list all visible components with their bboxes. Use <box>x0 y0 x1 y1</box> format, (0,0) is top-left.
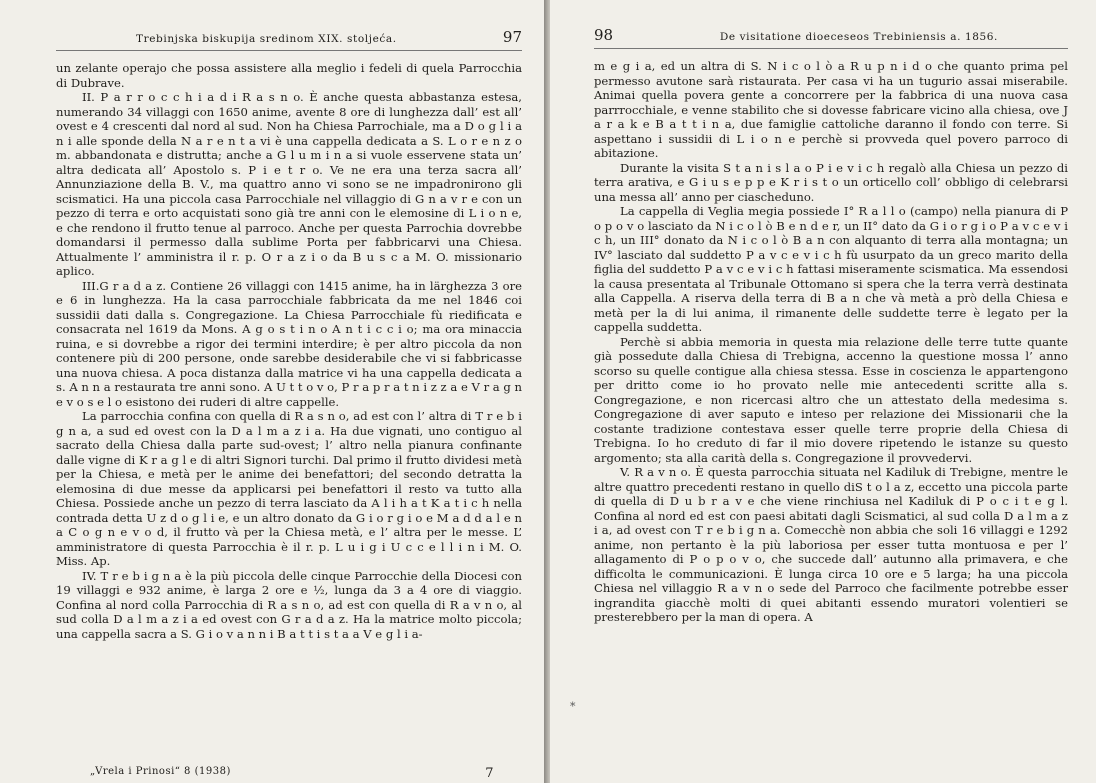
right-running-title: De visitatione dioeceseos Trebiniensis a. 1856. <box>719 31 998 43</box>
margin-mark: * <box>570 700 576 713</box>
paragraph: un zelante operajo che possa assistere alla meglio i fedeli di quela Parrocchia di Dubrave. <box>56 61 522 90</box>
right-page-body <box>594 59 1068 625</box>
right-running-head <box>594 26 1068 49</box>
left-page-body <box>56 61 522 641</box>
footer-sheet-number: 7 <box>485 766 494 781</box>
paragraph: IV. T r e b i g n a è la più piccola delle cinque Parrocchie della Diocesi con 19 villaggi e 932 anime, è larga 2 ore e ½, lunga da 3 a 4 ore di viaggio. Confina al nord colla Parrocchia di R a s n o, ad est con quella di R a v n o, al sud colla D a l m a z i a ed ovest con G r a d a z. Ha la matrice molto piccola; una cappella sacra a S. G i o v a n n i B a t t i s t a a V e g l i a- <box>56 568 522 641</box>
right-page-number: 98 <box>594 26 614 44</box>
paragraph: II. P a r r o c c h i a d i R a s n o. È anche questa abbastanza estesa, numerando 34 villaggi con 1650 anime, avente 8 ore di lunghezza dall’ est all’ ovest e 4 crescenti dal nord al sud. Non ha Chiesa Parrochiale, ma a D o g l i a n i alle sponde della N a r e n t a vi è una cappella dedicata a S. L o r e n z o m. abbandonata e distrutta; anche a G l u m i n a si vuole esservene stata un’ altra dedicata all’ Apostolo s. P i e t r o. Ve ne era una terza sacra all’ Annunziazione della B. V., ma quattro anno vi sono se ne impadronirono gli scismatici. Ha una piccola casa Parrocchiale nel villaggio di G n a v r e con un pezzo di terra e orto acquistati sono già tre anni con le elemosine di L i o n e, e che rendono il frutto tenue al parroco. Anche per questa Parrochia dovrebbe domandarsi il permesso dalla sublime Porta per fabbricarvi una Chiesa. Attualmente l’ amministra il r. p. O r a z i o da B u s c a M. O. missionario aplico. <box>56 90 522 278</box>
paragraph: Perchè si abbia memoria in questa mia relazione delle terre tutte quante già possedute dalla Chiesa di Trebigna, accenno la questione mossa l’ anno scorso su quelle contigue alla chiesa stessa. Esse in coscienza le appartengono per dritto come io ho provato nelle mie antecedenti scritte alla s. Congregazione, e non ricercasi altro che un attestato della medesima s. Congregazione di aver saputo e inteso per relazione dei Missionarii che la costante tradizione contestava esser quelle terre proprie della Chiesa di Trebigna. Io ho creduto di far il mio dovere ripetendo le istanze su questo argomento; sta alla carità della s. Congregazione il provvedervi. <box>594 334 1068 465</box>
footer-signature: „Vrela i Prinosi“ 8 (1938) <box>90 766 231 777</box>
paragraph: V. R a v n o. È questa parrocchia situata nel Kadiluk di Trebigne, mentre le altre quattro precedenti restano in quello diS t o l a z, eccetto una piccola parte di quella di D u b r a v e che viene rinchiusa nel Kadiluk di P o c i t e g l. Confina al nord ed est con paesi abitati dagli Scismatici, al sud colla D a l m a z i a, ad ovest con T r e b i g n a. Comecchè non abbia che soli 16 villaggi e 1292 anime, non pertanto è la più laboriosa per esser tutta montuosa e per l’ allagamento di P o p o v o, che succede dall’ autunno alla primavera, e che difficolta le communicazioni. È lunga circa 10 ore e 5 larga; ha una piccola Chiesa nel villaggio R a v n o sede del Parroco che facilmente potrebbe esser ingrandita giacchè molti di quei abitanti essendo muratori volentieri se presterebbero per la man di opera. A <box>594 465 1068 624</box>
paragraph: m e g i a, ed un altra di S. N i c o l ò a R u p n i d o che quanto prima pel permesso avutone sarà ristaurata. Per casa vi ha un tugurio assai miserabile. Animai quella povera gente a concorrere per la fabbrica di una nuova casa parrrocchiale, e venne stabilito che si dovesse fabricare vicino alla chiesa, ove J a r a k e B a t t i n a, due famiglie cattoliche daranno il fondo con terre. Si aspettano i sussidii di L i o n e perchè si provveda quel povero parroco di abitazione. <box>594 59 1068 160</box>
left-page <box>0 0 544 783</box>
left-running-title: Trebinjska biskupija sredinom XIX. stoljeća. <box>136 33 397 45</box>
left-running-head <box>56 28 522 51</box>
right-page <box>550 0 1096 783</box>
paragraph: La parrocchia confina con quella di R a s n o, ad est con l’ altra di T r e b i g n a, a sud ed ovest con la D a l m a z i a. Ha due vignati, uno contiguo al sacrato della Chiesa dalla parte sud-ovest; l’ altro nella pianura confinante dalle vigne di K r a g l e di altri Signori turchi. Dal primo il frutto dividesi metà per la Chiesa, e metà per le anime dei benefattori; del secondo detratta la elemosina di due messe da applicarsi pei benefattori il resto va tutto alla Chiesa. Possiede anche un pezzo di terra lasciato da A l i h a t K a t i c h nella contrada detta U z d o g l i e, e un altro donato da G i o r g i o e M a d d a l e n a C o g n e v o d, il frutto và per la Chiesa metà, e l’ altra per le messe. L’ amministratore di questa Parrocchia è il r. p. L u i g i U c c e l l i n i M. O. Miss. Ap. <box>56 409 522 568</box>
paragraph: La cappella di Veglia megia possiede I° R a l l o (campo) nella pianura di P o p o v o lasciato da N i c o l ò B e n d e r, un II° dato da G i o r g i o P a v c e v i c h, un III° donato da N i c o l ò B a n con alquanto di terra alla montagna; un IV° lasciato dal suddetto P a v c e v i c h fù usurpato da un greco marito della figlia del suddetto P a v c e v i c h fattasi miseramente scismatica. Ma essendosi la causa presentata al Tribunale Ottomano si spera che la terra verrà destinata alla Cappella. A riserva della terra di B a n che và metà a prò della Chiesa e metà per la di lui anima, il rimanente delle suddette terre è legato per la cappella suddetta. <box>594 204 1068 334</box>
left-footer <box>90 766 494 781</box>
paragraph: Durante la visita S t a n i s l a o P i e v i c h regalò alla Chiesa un pezzo di terra arativa, e G i u s e p p e K r i s t o un orticello coll’ obbligo di celebrarsi una messa all’ anno per ciascheduno. <box>594 160 1068 204</box>
paragraph: III.G r a d a z. Contiene 26 villaggi con 1415 anime, ha in lärghezza 3 ore e 6 in lunghezza. Ha la casa parrocchiale fabbricata da me nel 1846 coi sussidii dati dalla s. Congregazione. La Chiesa Parrocchiale fù riedificata e consacrata nel 1619 da Mons. A g o s t i n o A n t i c c i o; ma ora minaccia ruina, e si dovrebbe a rigor dei termini interdire; è per altro piccola da non contenere più di 200 persone, onde sarebbe desiderabile che vi si fabbricasse una nuova chiesa. A poca distanza dalla matrice vi ha una cappella dedicata a s. A n n a restaurata tre anni sono. A U t t o v o, P r a p r a t n i z z a e V r a g n e v o s e l o esistono dei ruderi di altre cappelle. <box>56 278 522 409</box>
left-page-number: 97 <box>502 28 522 46</box>
